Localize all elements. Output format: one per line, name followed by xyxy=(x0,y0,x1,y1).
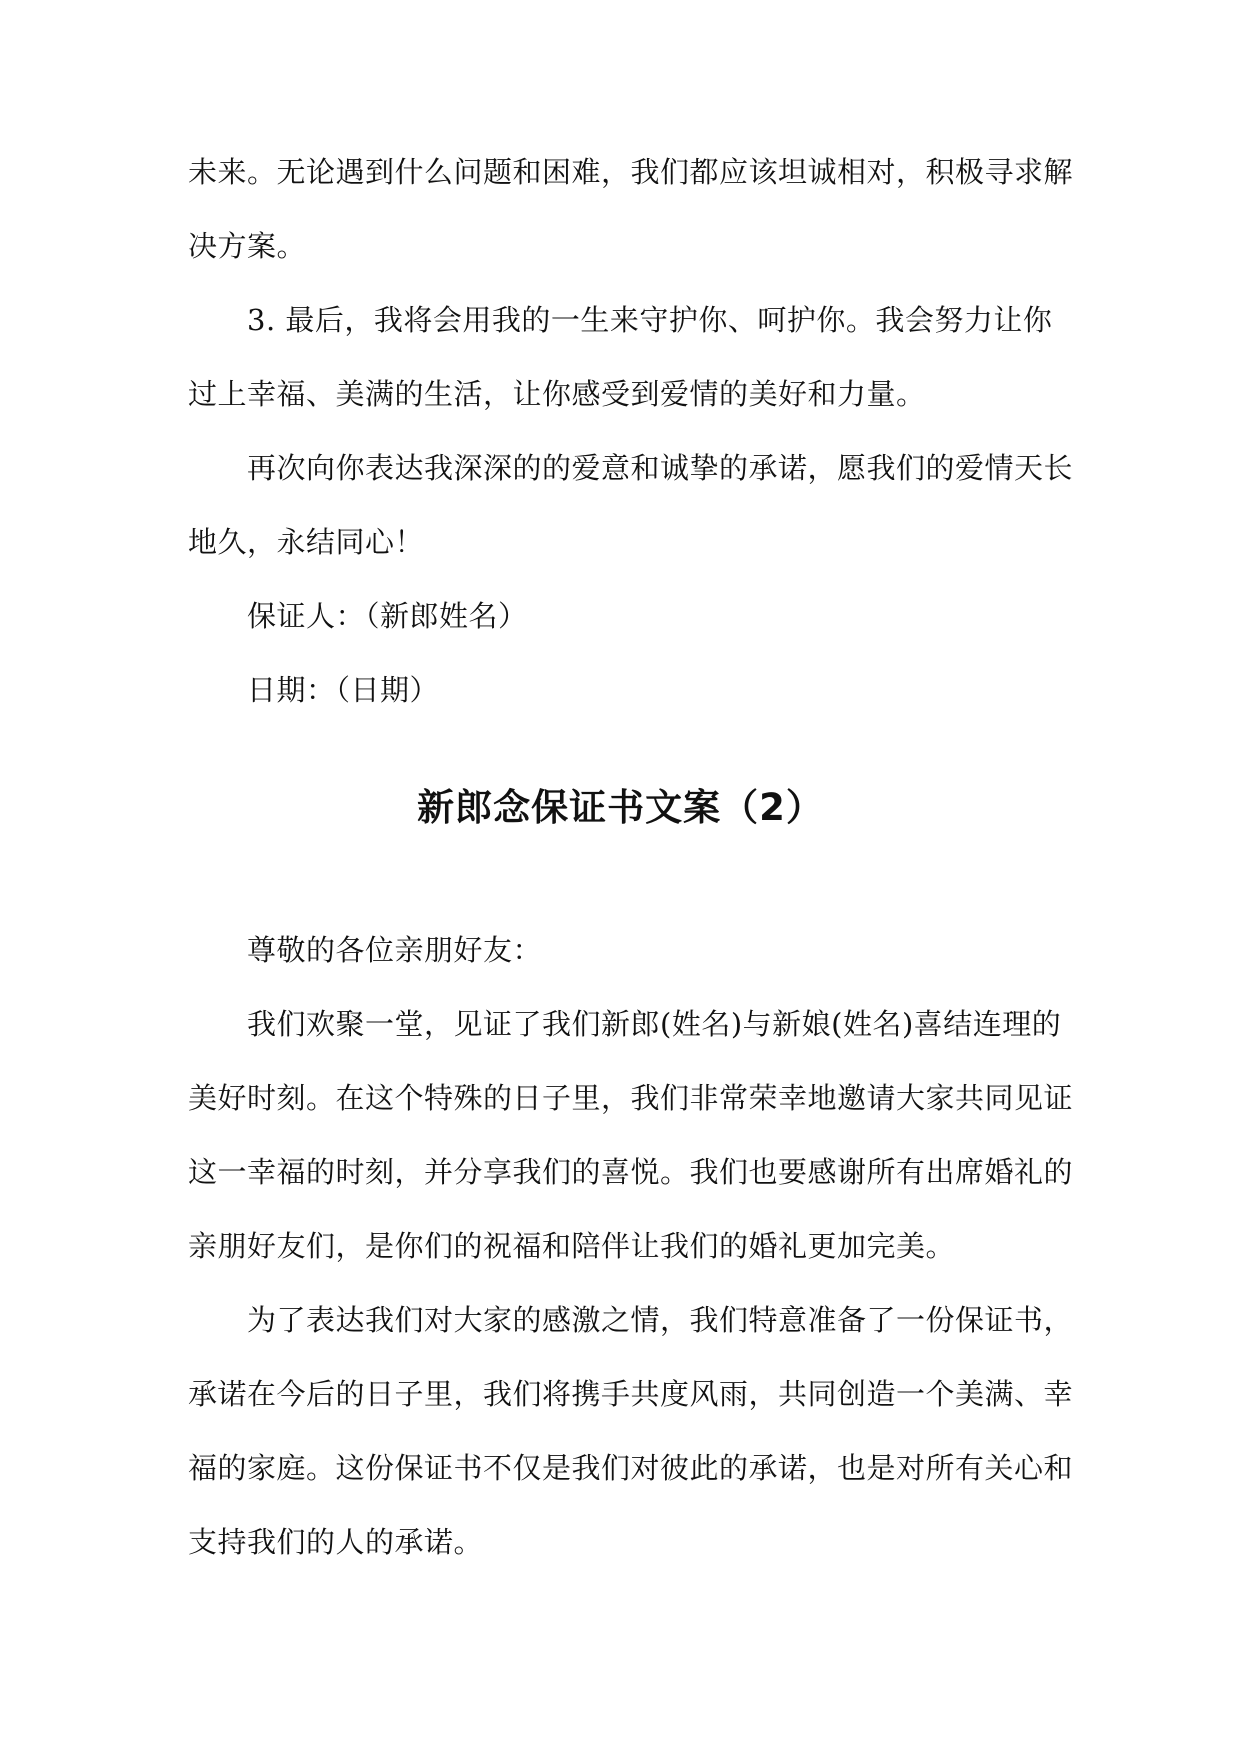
paragraph-line: 这一幸福的时刻，并分享我们的喜悦。我们也要感谢所有出席婚礼的 xyxy=(188,1155,1074,1189)
paragraph-line: 未来。无论遇到什么问题和困难，我们都应该坦诚相对，积极寻求解 xyxy=(188,155,1074,189)
date-line: 日期：（日期） xyxy=(247,673,440,707)
section-2-body xyxy=(188,913,1074,1579)
paragraph-line: 美好时刻。在这个特殊的日子里，我们非常荣幸地邀请大家共同见证 xyxy=(188,1081,1074,1115)
section-1-body xyxy=(188,135,1074,727)
paragraph-line: 福的家庭。这份保证书不仅是我们对彼此的承诺，也是对所有关心和 xyxy=(188,1451,1074,1485)
paragraph-line: 决方案。 xyxy=(188,229,307,263)
paragraph-line: 支持我们的人的承诺。 xyxy=(188,1525,484,1559)
paragraph-line: 为了表达我们对大家的感激之情，我们特意准备了一份保证书， xyxy=(247,1303,1074,1337)
section-heading: 新郎念保证书文案（2） xyxy=(417,786,824,829)
paragraph-line: 过上幸福、美满的生活，让你感受到爱情的美好和力量。 xyxy=(188,377,926,411)
paragraph-line: 我们欢聚一堂，见证了我们新郎(姓名)与新娘(姓名)喜结连理的 xyxy=(247,1007,1062,1041)
guarantor-line: 保证人：（新郎姓名） xyxy=(247,599,528,633)
salutation-line: 尊敬的各位亲朋好友： xyxy=(247,933,543,967)
paragraph-line: 承诺在今后的日子里，我们将携手共度风雨，共同创造一个美满、幸 xyxy=(188,1377,1074,1411)
paragraph-line: 再次向你表达我深深的的爱意和诚挚的承诺，愿我们的爱情天长 xyxy=(247,451,1074,485)
paragraph-line: 亲朋好友们，是你们的祝福和陪伴让我们的婚礼更加完美。 xyxy=(188,1229,956,1263)
paragraph-line: 3. 最后，我将会用我的一生来守护你、呵护你。我会努力让你 xyxy=(247,303,1053,337)
paragraph-line: 地久，永结同心！ xyxy=(188,525,425,559)
